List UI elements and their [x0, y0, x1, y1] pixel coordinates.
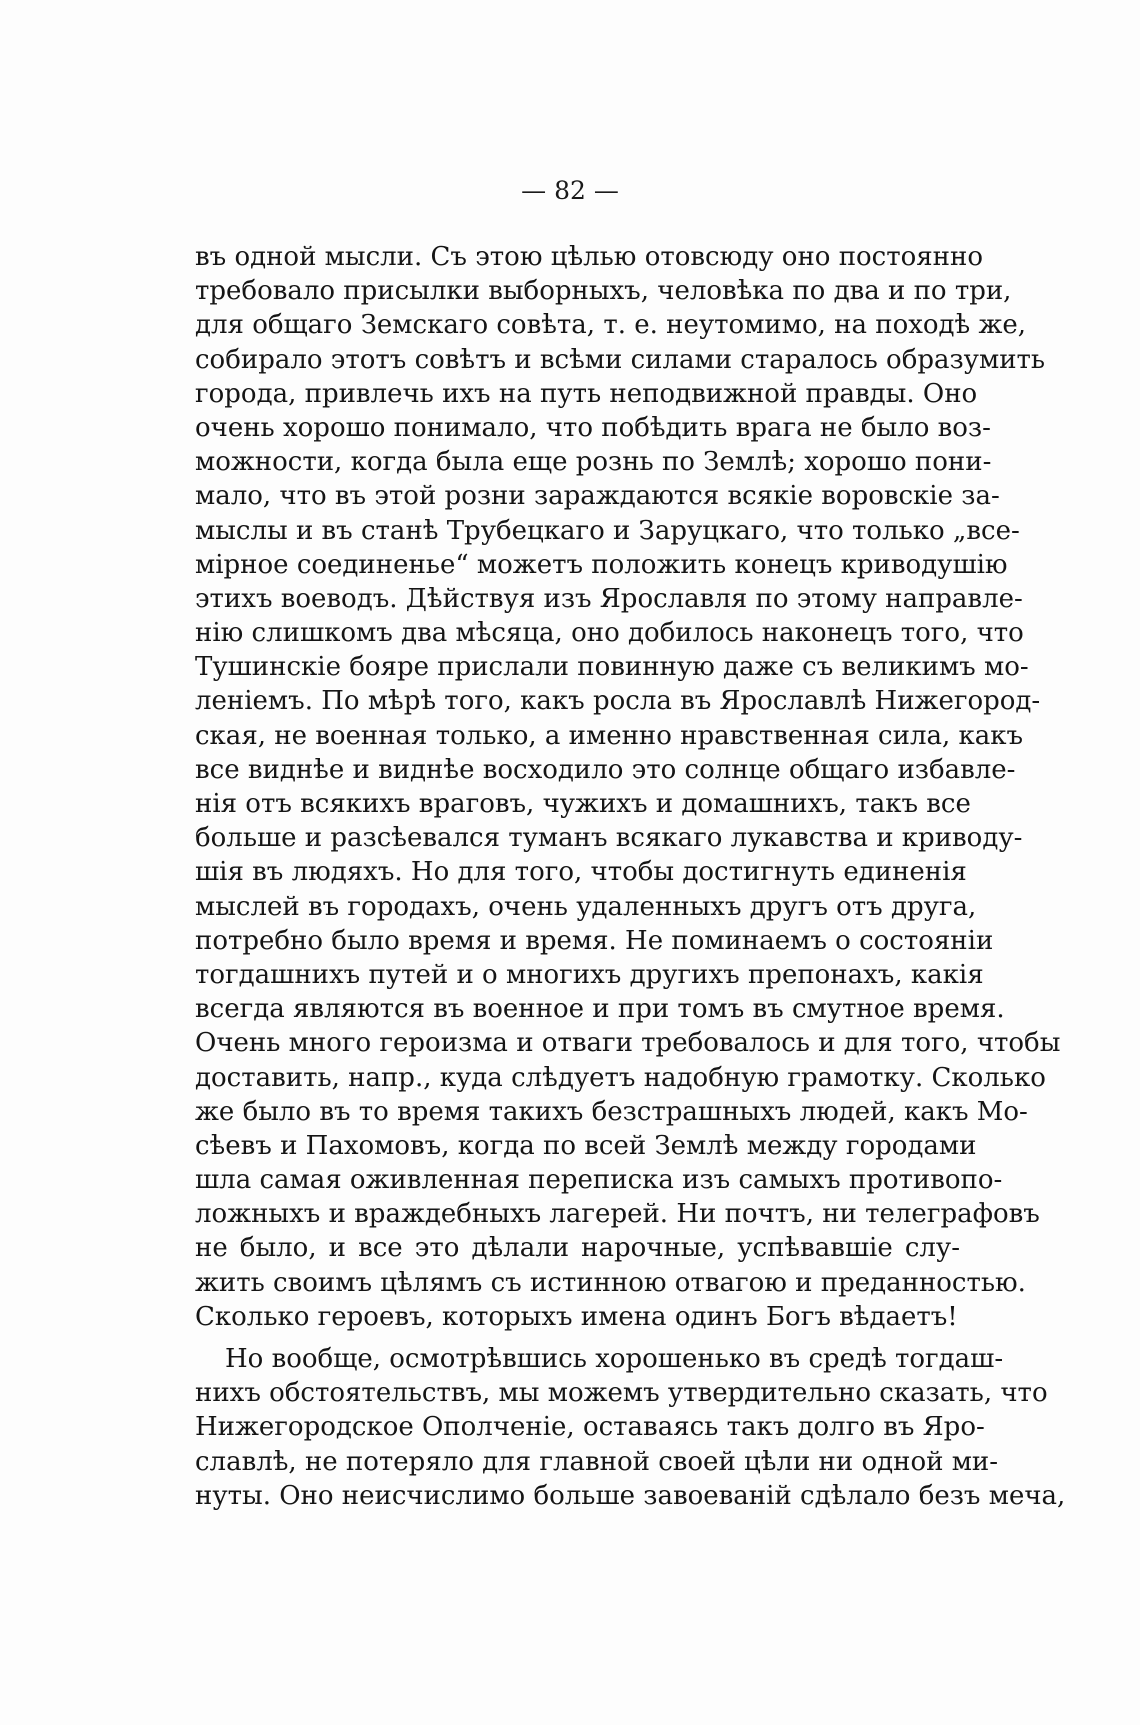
text-line: все виднѣе и виднѣе восходило это солнце общаго избавле-: [195, 754, 1016, 785]
paragraph-2: [195, 1342, 1066, 1513]
page-number: — 82 —: [521, 176, 619, 205]
text-line: жить своимъ цѣлямъ съ истинною отвагою и преданностью.: [195, 1267, 1026, 1298]
text-line: доставить, напр., куда слѣдуетъ надобную грамотку. Сколько: [195, 1062, 1046, 1093]
text-line: нію слишкомъ два мѣсяца, оно добилось наконецъ того, что: [195, 618, 1024, 649]
text-line: нія отъ всякихъ враговъ, чужихъ и домашнихъ, такъ все: [195, 789, 971, 819]
text-line: мірное соединенье“ можетъ положить конецъ криводушію: [195, 549, 1008, 580]
text-line: очень хорошо понимало, что побѣдить врага не было воз-: [195, 412, 991, 443]
text-line: шла самая оживленная переписка изъ самыхъ противопо-: [195, 1165, 1003, 1196]
text-line: славлѣ, не потеряло для главной своей цѣли ни одной ми-: [195, 1446, 999, 1477]
text-line: же было въ то время такихъ безстрашныхъ людей, какъ Мо-: [195, 1096, 1028, 1127]
text-line: Очень много героизма и отваги требовалось и для того, чтобы: [195, 1028, 1061, 1059]
text-line: мыслы и въ станѣ Трубецкаго и Заруцкаго, что только „все-: [195, 515, 1020, 546]
text-line: можности, когда была еще рознь по Землѣ; хорошо пони-: [195, 447, 992, 478]
text-line: мыслей въ городахъ, очень удаленныхъ другъ отъ друга,: [195, 891, 977, 922]
text-line: Сколько героевъ, которыхъ имена одинъ Богъ вѣдаетъ!: [195, 1301, 958, 1332]
text-line: тогдашнихъ путей и о многихъ другихъ препонахъ, какія: [195, 959, 984, 990]
text-line: города, привлечь ихъ на путь неподвижной правды. Оно: [195, 378, 978, 409]
text-line: для общаго Земскаго совѣта, т. е. неутомимо, на походѣ же,: [195, 310, 1027, 341]
text-line: Нижегородское Ополченіе, оставаясь такъ долго въ Яро-: [195, 1412, 985, 1443]
text-line: нихъ обстоятельствъ, мы можемъ утвердительно сказать, что: [195, 1378, 1048, 1409]
body-text: [195, 240, 1066, 1513]
text-line: нуты. Оно неисчислимо больше завоеваній сдѣлало безъ меча,: [195, 1480, 1066, 1511]
text-line: Но вообще, осмотрѣвшись хорошенько въ средѣ тогдаш-: [225, 1344, 1004, 1374]
text-line: въ одной мысли. Съ этою цѣлью отовсюду оно постоянно: [195, 242, 983, 272]
text-line: шія въ людяхъ. Но для того, чтобы достигнуть единенія: [195, 857, 967, 888]
text-line: не было, и все это дѣлали нарочные, успѣвавшіе слу-: [195, 1233, 960, 1264]
text-line: сѣевъ и Пахомовъ, когда по всей Землѣ между городами: [195, 1130, 977, 1161]
text-line: этихъ воеводъ. Дѣйствуя изъ Ярославля по этому направле-: [195, 583, 1023, 614]
text-line: больше и разсѣевался туманъ всякаго лукавства и криводу-: [195, 823, 1023, 854]
text-line: требовало присылки выборныхъ, человѣка по два и по три,: [195, 276, 1012, 307]
text-line: всегда являются въ военное и при томъ въ смутное время.: [195, 994, 1005, 1025]
paragraph-1: [195, 240, 1061, 1334]
text-line: собирало этотъ совѣтъ и всѣми силами старалось образумить: [195, 344, 1046, 375]
text-line: потребно было время и время. Не поминаемъ о состояніи: [195, 925, 994, 956]
text-line: ская, не военная только, а именно нравственная сила, какъ: [195, 720, 1024, 751]
text-line: мало, что въ этой розни зараждаются всякіе воровскіе за-: [195, 481, 1000, 512]
text-line: Тушинскіе бояре прислали повинную даже съ великимъ мо-: [195, 652, 1029, 683]
text-line: ложныхъ и враждебныхъ лагерей. Ни почтъ, ни телеграфовъ: [195, 1199, 1040, 1230]
text-line: леніемъ. По мѣрѣ того, какъ росла въ Ярославлѣ Нижегород-: [195, 686, 1041, 717]
